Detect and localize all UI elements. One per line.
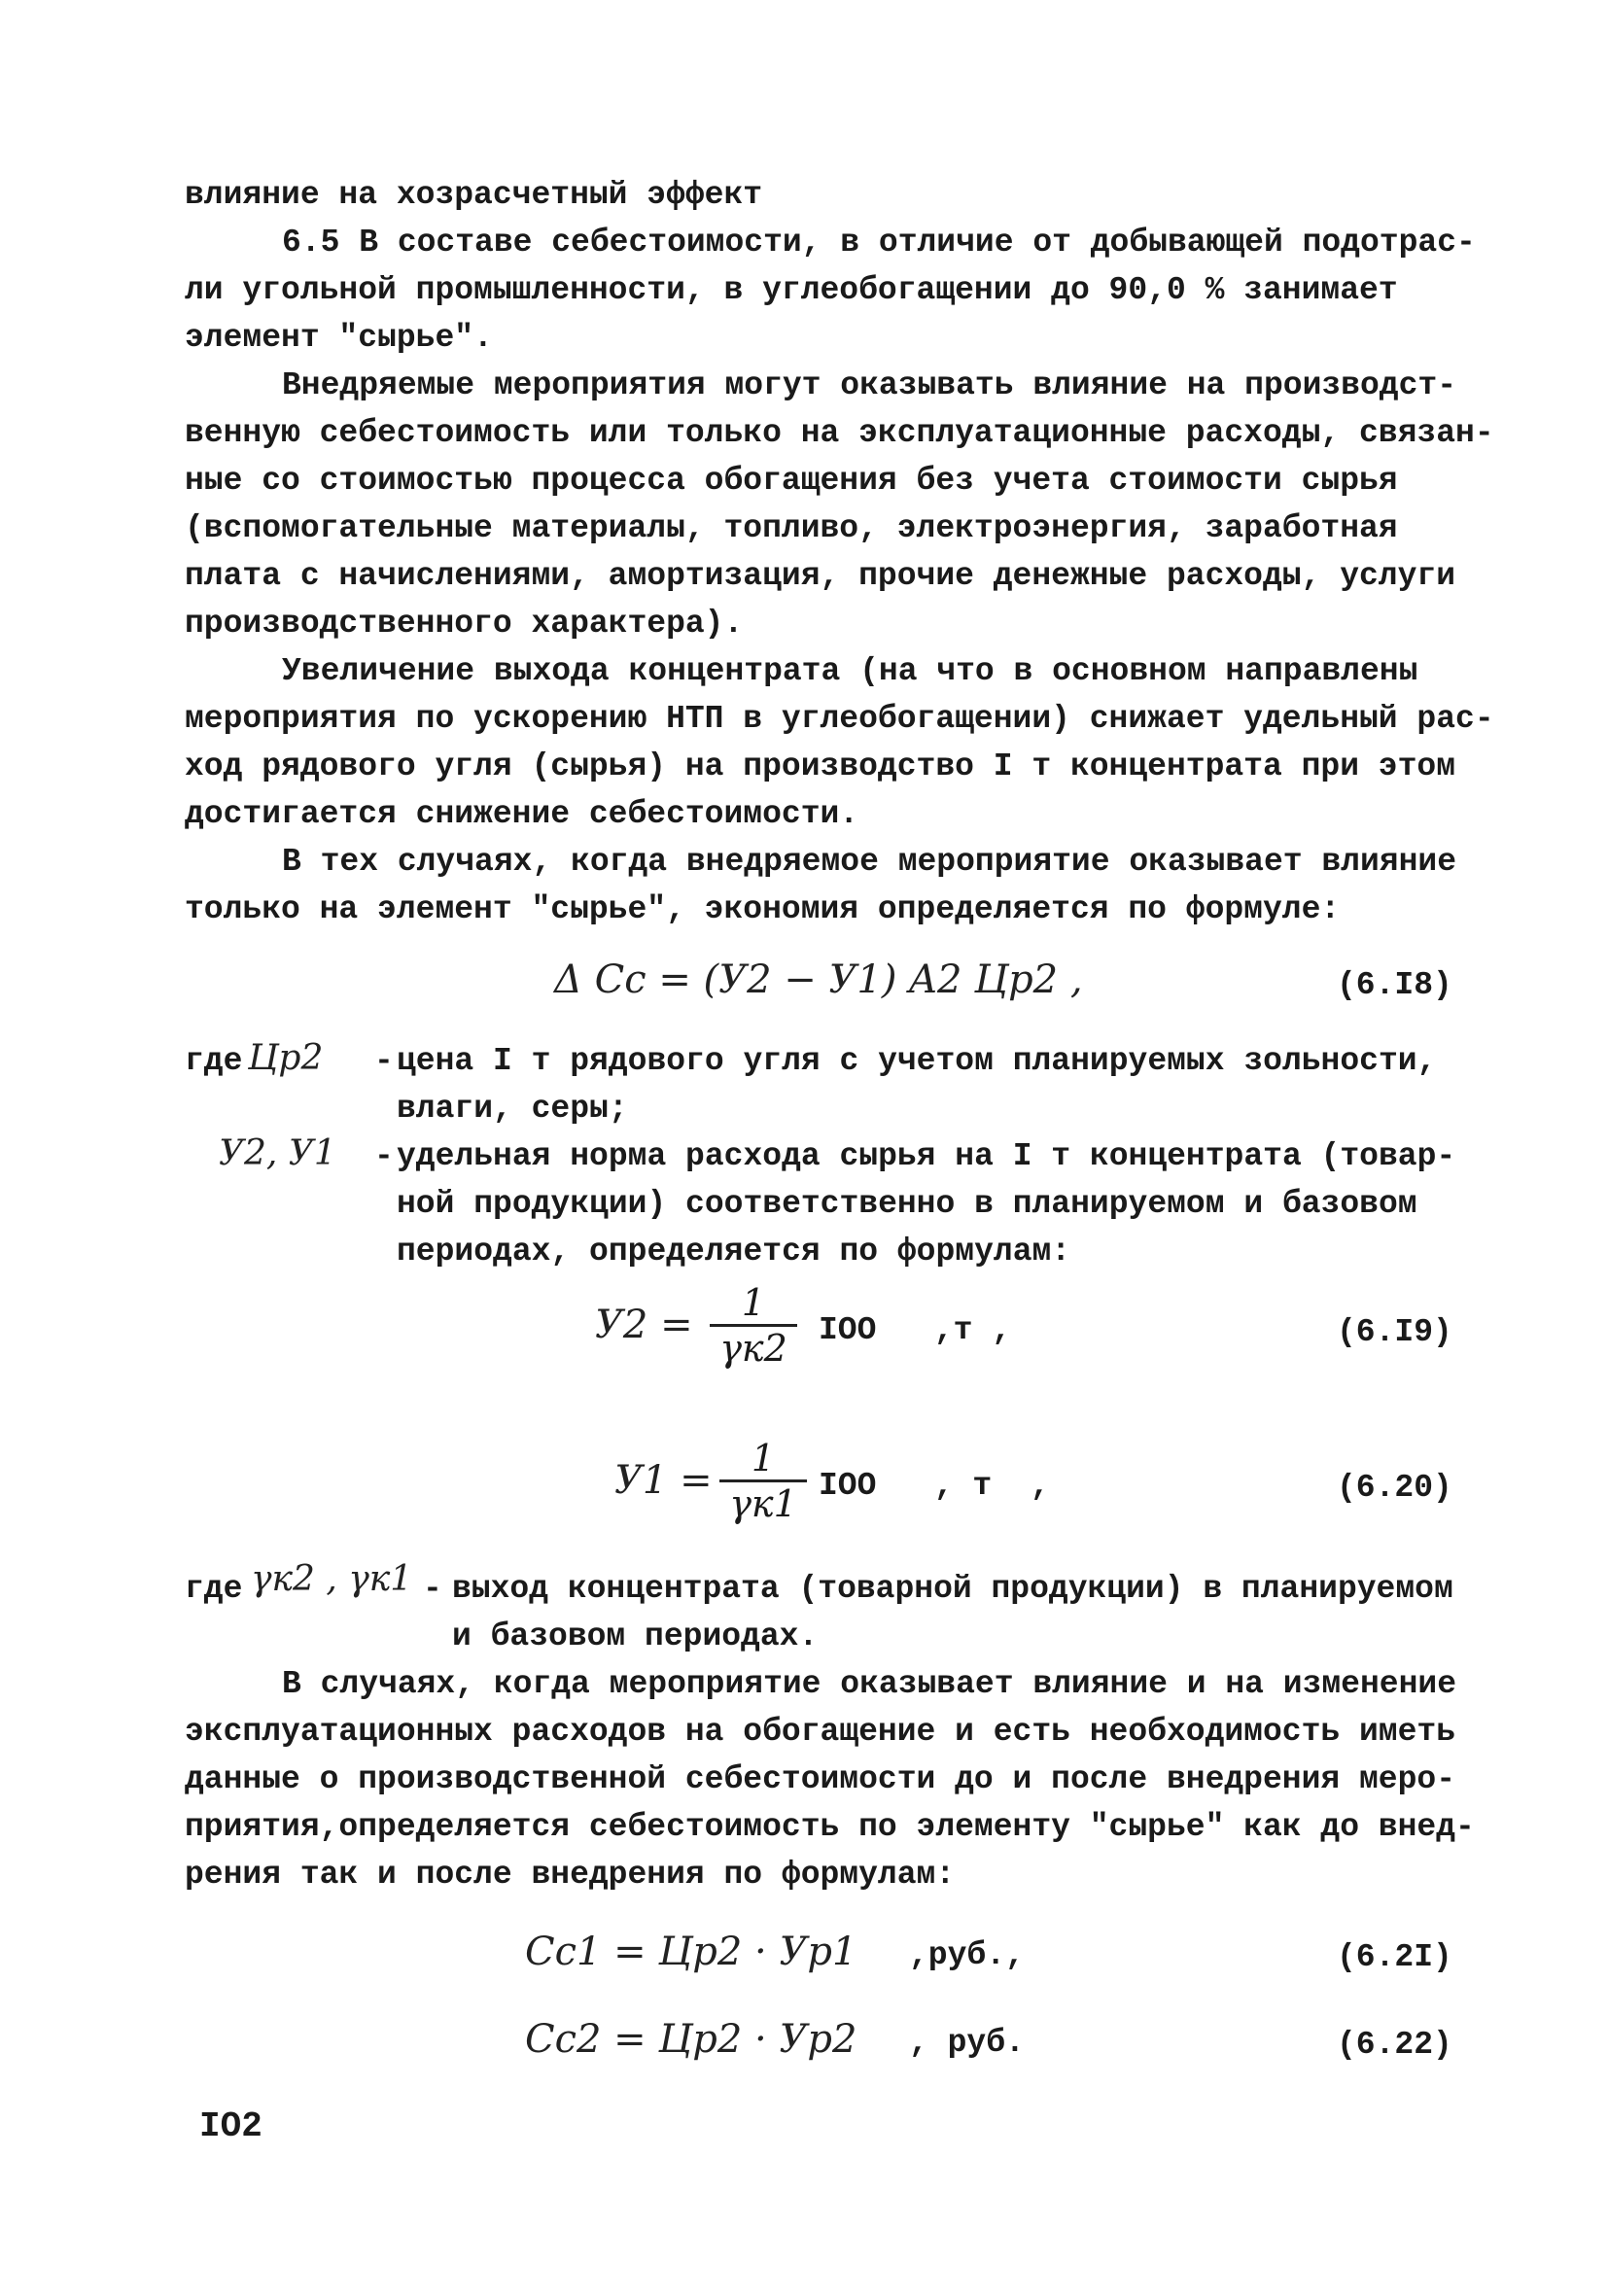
dash: - (374, 1043, 394, 1079)
text-line: ные со стоимостью процесса обогащения без учета стоимости сырья (185, 463, 1398, 499)
dash: - (423, 1571, 442, 1607)
text-line: периодах, определяется по формулам: (397, 1234, 1071, 1270)
equation-number: (6.I9) (1337, 1314, 1452, 1350)
text-line: венную себестоимость или только на эксплуатационные расходы, связан- (185, 415, 1494, 451)
text-line: Увеличение выхода концентрата (на что в основном направлены (282, 653, 1418, 689)
where-label: где (185, 1571, 243, 1607)
text-line: выход концентрата (товарной продукции) в планируемом (452, 1571, 1453, 1607)
text-line: мероприятия по ускорению НТП в углеобогащении) снижает удельный рас- (185, 701, 1494, 737)
denominator: γк1 (729, 1482, 797, 1525)
symbol-yield: γк2 , γк1 (251, 1559, 413, 1599)
formula-6-18: Δ Cc = (У2 − У1) A2 Цр2 , (554, 957, 1083, 1002)
text-line: влияние на хозрасчетный эффект (185, 177, 763, 213)
dash: - (374, 1138, 394, 1174)
text-line: элемент "сырье". (185, 320, 493, 356)
text-line: приятия,определяется себестоимость по элементу "сырье" как до внед- (185, 1809, 1475, 1845)
numerator: 1 (741, 1281, 766, 1324)
equation-number: (6.20) (1337, 1470, 1452, 1506)
text-line: эксплуатационных расходов на обогащение и есть необходимость иметь (185, 1714, 1456, 1750)
denominator: γк2 (719, 1327, 787, 1370)
formula-unit: , руб. (909, 2025, 1025, 2061)
formula-6-19-tail: IOO ,т , (819, 1312, 1012, 1348)
text-line: производственного характера). (185, 606, 744, 642)
equation-number: (6.I8) (1337, 967, 1452, 1003)
formula-unit: ,руб., (909, 1937, 1025, 1973)
formula-6-19-lhs: У2 = (595, 1303, 693, 1347)
formula-6-22: Cc2 = Цр2 · Ур2 (525, 2017, 857, 2062)
text-line: рения так и после внедрения по формулам: (185, 1857, 956, 1893)
text-line: данные о производственной себестоимости до и после внедрения меро- (185, 1761, 1456, 1797)
numerator: 1 (751, 1437, 776, 1479)
text-line: В тех случаях, когда внедряемое мероприятие оказывает влияние (282, 844, 1456, 880)
text-line: (вспомогательные материалы, топливо, электроэнергия, заработная (185, 510, 1398, 546)
page-number: IO2 (199, 2106, 262, 2146)
text-line: удельная норма расхода сырья на I т концентрата (товар- (397, 1138, 1456, 1174)
text-line: 6.5 В составе себестоимости, в отличие от добывающей подотрас- (282, 225, 1476, 261)
equation-number: (6.22) (1337, 2027, 1452, 2063)
text-line: цена I т рядового угля с учетом планируемых зольности, (397, 1043, 1437, 1079)
text-line: и базовом периодах. (452, 1618, 819, 1654)
text-line: достигается снижение себестоимости. (185, 796, 859, 832)
text-line: Внедряемые мероприятия могут оказывать влияние на производст- (282, 367, 1456, 403)
symbol-price: Цр2 (248, 1038, 324, 1078)
text-line: ли угольной промышленности, в углеобогащении до 90,0 % занимает (185, 272, 1398, 308)
text-line: плата с начислениями, амортизация, прочие денежные расходы, услуги (185, 558, 1456, 594)
text-line: влаги, серы; (397, 1091, 628, 1127)
equation-number: (6.2I) (1337, 1939, 1452, 1975)
text-line: В случаях, когда мероприятие оказывает влияние и на изменение (282, 1666, 1456, 1702)
formula-6-20-fraction (710, 1437, 817, 1525)
formula-6-20-tail: IOO , т , (819, 1468, 1050, 1504)
formula-6-21: Cc1 = Цр2 · Ур1 (525, 1930, 857, 1974)
text-line: только на элемент "сырье", экономия определяется по формуле: (185, 891, 1341, 927)
where-label: где (185, 1043, 243, 1079)
symbol-norms: У2, У1 (219, 1133, 336, 1173)
text-line: ход рядового угля (сырья) на производство I т концентрата при этом (185, 748, 1456, 784)
formula-6-20-lhs: У1 = (614, 1458, 713, 1503)
text-line: ной продукции) соответственно в планируемом и базовом (397, 1186, 1417, 1222)
formula-6-19-fraction (700, 1281, 807, 1370)
